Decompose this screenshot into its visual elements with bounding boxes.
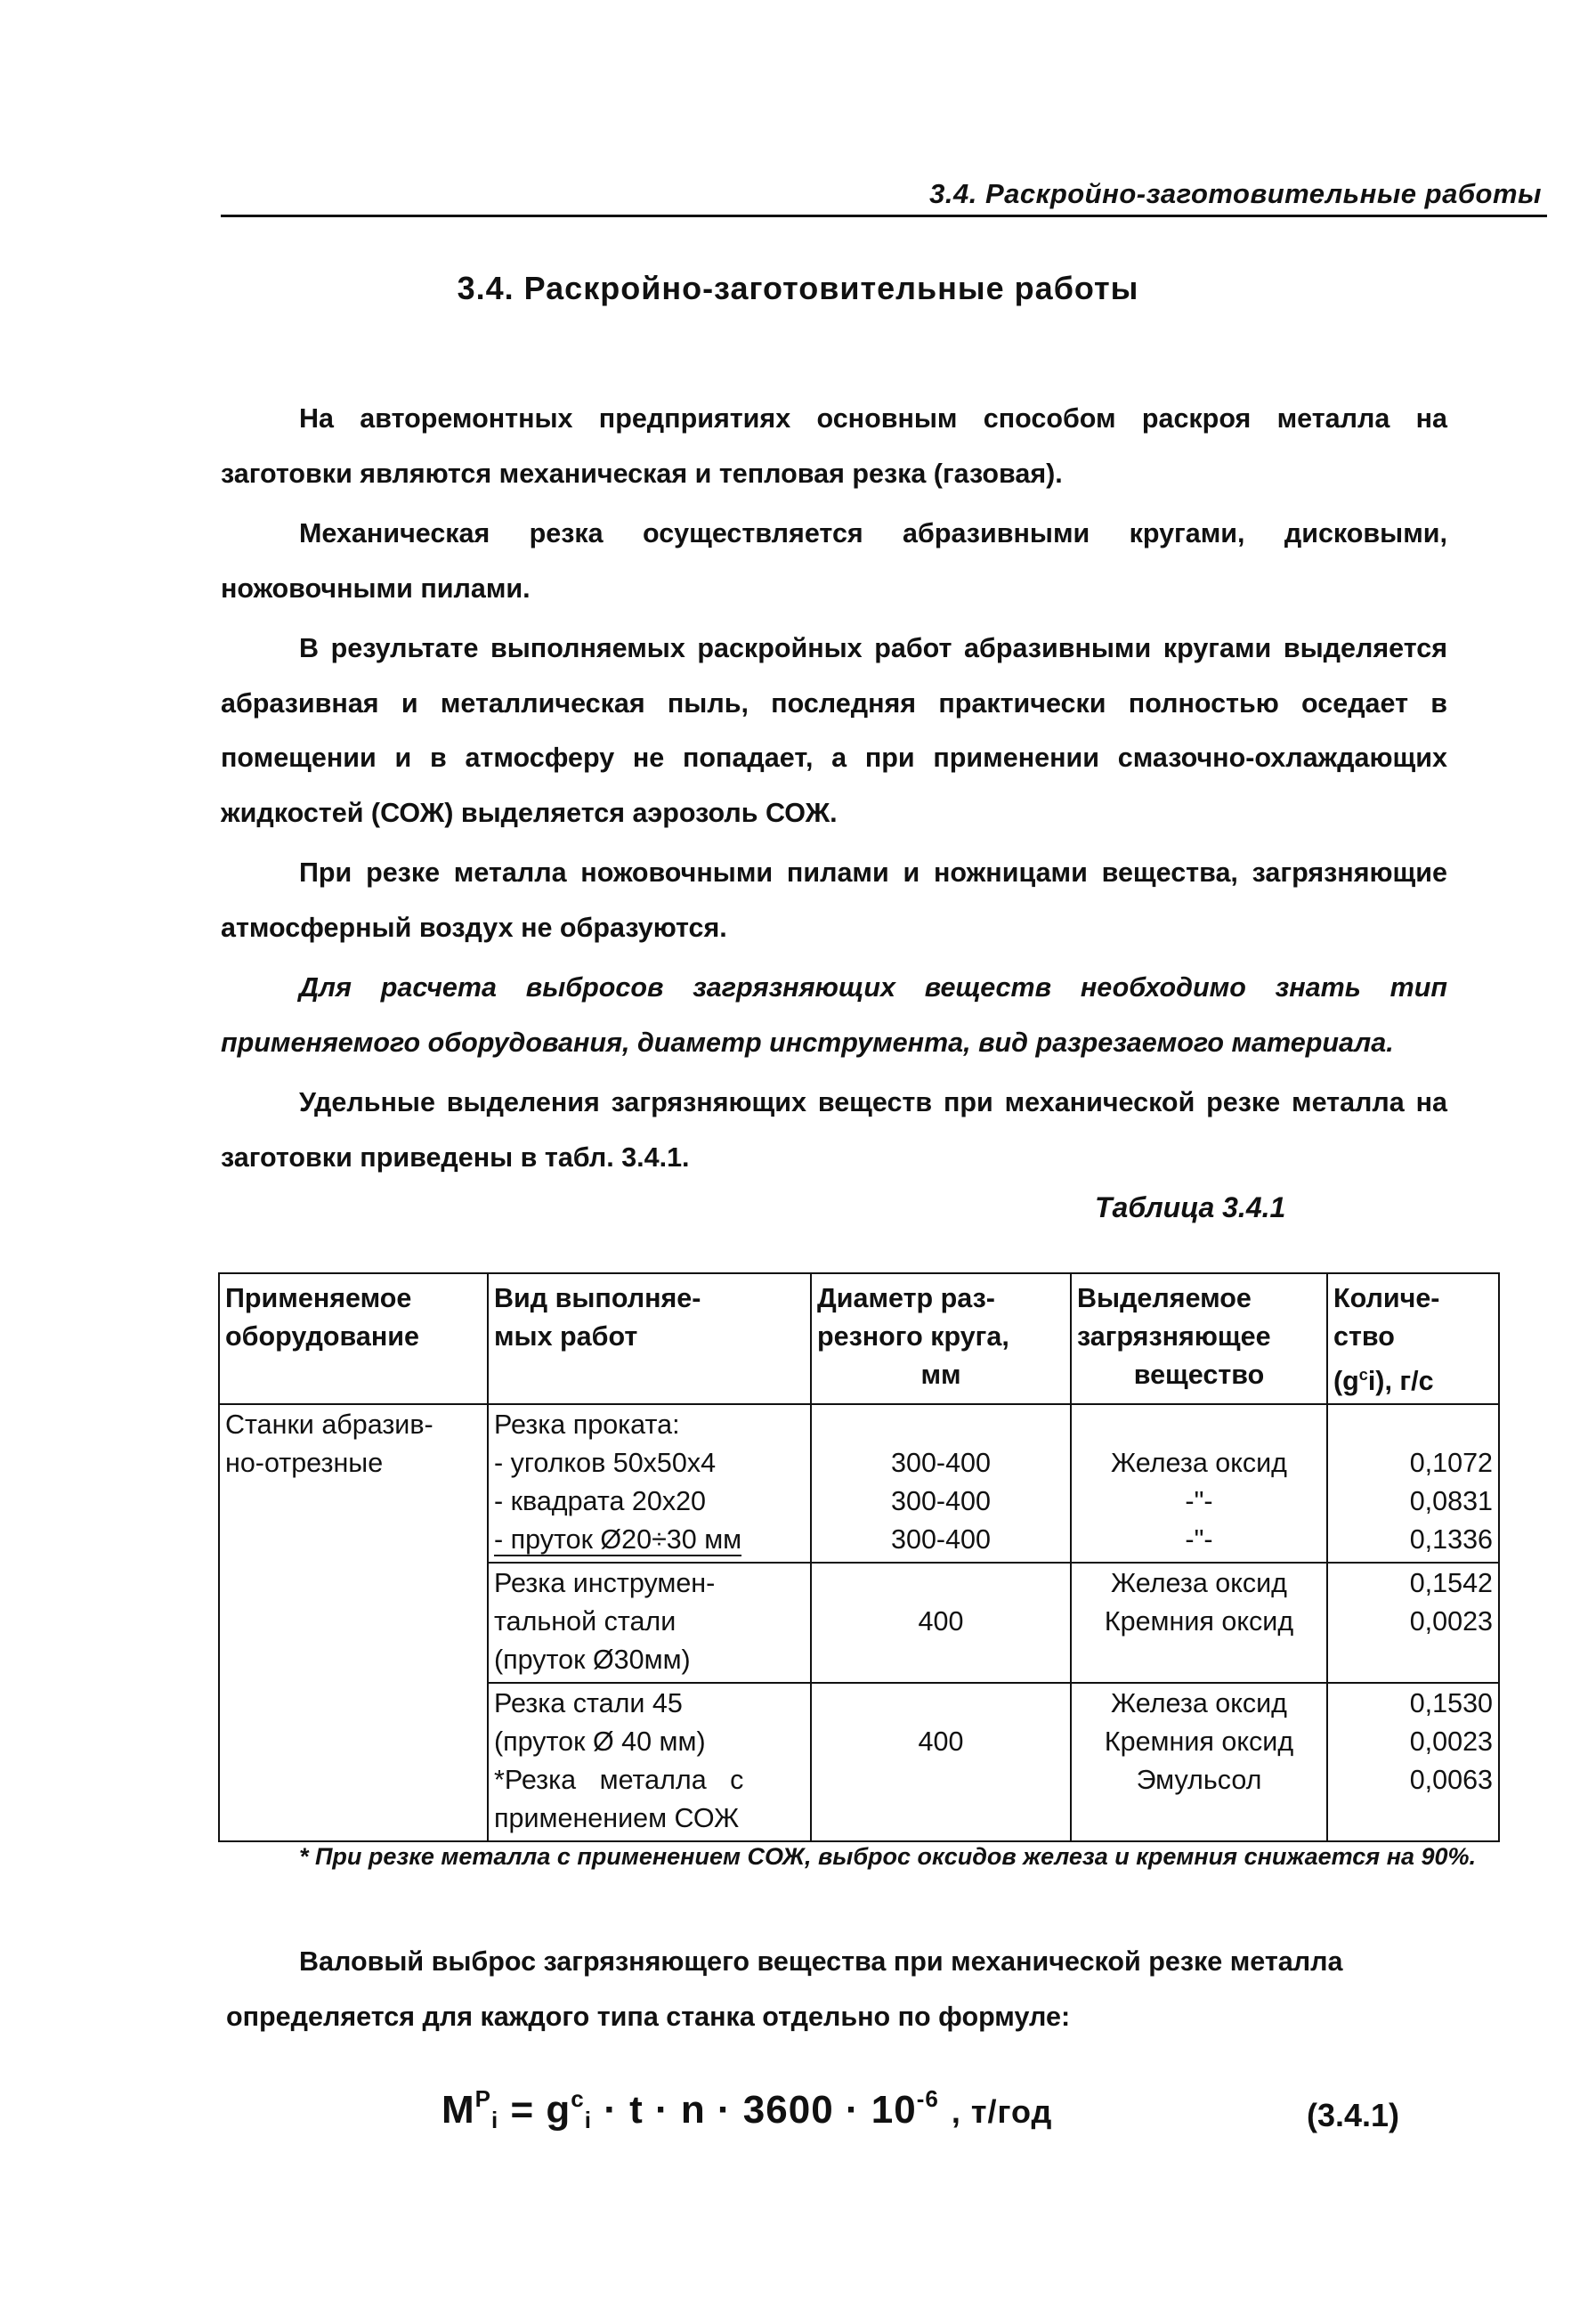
intro-text	[221, 392, 1447, 1190]
table-footnote: * При резке металла с применением СОЖ, выброс оксидов железа и кремния снижается на 90%.	[299, 1843, 1477, 1870]
cell-quantity: 0,1542 0,0023	[1327, 1563, 1499, 1683]
cell-substance: Железа оксид Кремния оксид	[1071, 1563, 1327, 1683]
paragraph: Валовый выброс загрязняющего вещества при механической резке металла	[299, 1946, 1343, 1977]
paragraph: определяется для каждого типа станка отдельно по формуле:	[226, 2001, 1071, 2032]
cell-work: Резка стали 45 (пруток Ø 40 мм) *Резка металла с применением СОЖ	[488, 1683, 811, 1841]
header-quantity: Количе- ство $(g^ci)$, г/с	[1327, 1273, 1499, 1404]
running-header-text: 3.4. Раскройно-заготовительные работы	[929, 178, 1542, 209]
equation-number: (3.4.1)	[1307, 2097, 1400, 2133]
cell-quantity: 0,1072 0,0831 0,1336	[1327, 1404, 1499, 1563]
paragraph: Удельные выделения загрязняющих веществ при механической резке металла на заготовки приведены в табл. 3.4.1.	[221, 1087, 1447, 1173]
table-caption: Таблица 3.4.1	[1095, 1191, 1286, 1223]
cell-work: Резка проката: - уголков 50х50х4 - квадрата 20х20 - пруток Ø20÷30 мм	[488, 1404, 811, 1563]
cell-diameter: 400	[811, 1563, 1071, 1683]
paragraph-italic: Для расчета выбросов загрязняющих веществ необходимо знать тип применяемого оборудования, диаметр инструмента, вид разрезаемого материала.	[221, 972, 1447, 1058]
formula: $M^P_i = g^c_i \cdot t \cdot n \cdot 3600 \cdot 10^{-6}$ , т/год	[442, 2085, 1053, 2133]
paragraph: Механическая резка осуществляется абразивными кругами, дисковыми, ножовочными пилами.	[221, 518, 1447, 604]
cell-quantity: 0,1530 0,0023 0,0063	[1327, 1683, 1499, 1841]
header-substance: Выделяемое загрязняющее вещество	[1071, 1273, 1327, 1404]
table-row	[219, 1404, 1499, 1563]
paragraph: На авторемонтных предприятиях основным способом раскроя металла на заготовки являются механическая и тепловая резка (газовая).	[221, 403, 1447, 489]
cell-substance: Железа оксид Кремния оксид Эмульсол	[1071, 1683, 1327, 1841]
cell-substance: Железа оксид -"- -"-	[1071, 1404, 1327, 1563]
cell-work: Резка инструмен- тальной стали (пруток Ø30мм)	[488, 1563, 811, 1683]
cell-diameter: 400	[811, 1683, 1071, 1841]
table-header-row	[219, 1273, 1499, 1404]
section-title: 3.4. Раскройно-заготовительные работы	[457, 270, 1139, 306]
header-diameter: Диаметр раз- резного круга, мм	[811, 1273, 1071, 1404]
emissions-table	[218, 1272, 1500, 1842]
header-equipment: Применяемое оборудование	[219, 1273, 488, 1404]
formula-intro-text	[221, 1935, 1447, 2044]
cell-equipment: Станки абразив- но-отрезные	[219, 1404, 488, 1841]
cell-diameter: 300-400 300-400 300-400	[811, 1404, 1071, 1563]
paragraph: В результате выполняемых раскройных работ абразивными кругами выделяется абразивная и металлическая пыль, последняя практически полностью оседает в помещении и в атмосферу не попадает, а при применении смазочно-охлаждающих жидкостей (СОЖ) выделяется аэрозоль СОЖ.	[221, 633, 1447, 828]
running-header	[221, 178, 1547, 217]
header-work: Вид выполняе- мых работ	[488, 1273, 811, 1404]
paragraph: При резке металла ножовочными пилами и ножницами вещества, загрязняющие атмосферный воздух не образуются.	[221, 857, 1447, 943]
